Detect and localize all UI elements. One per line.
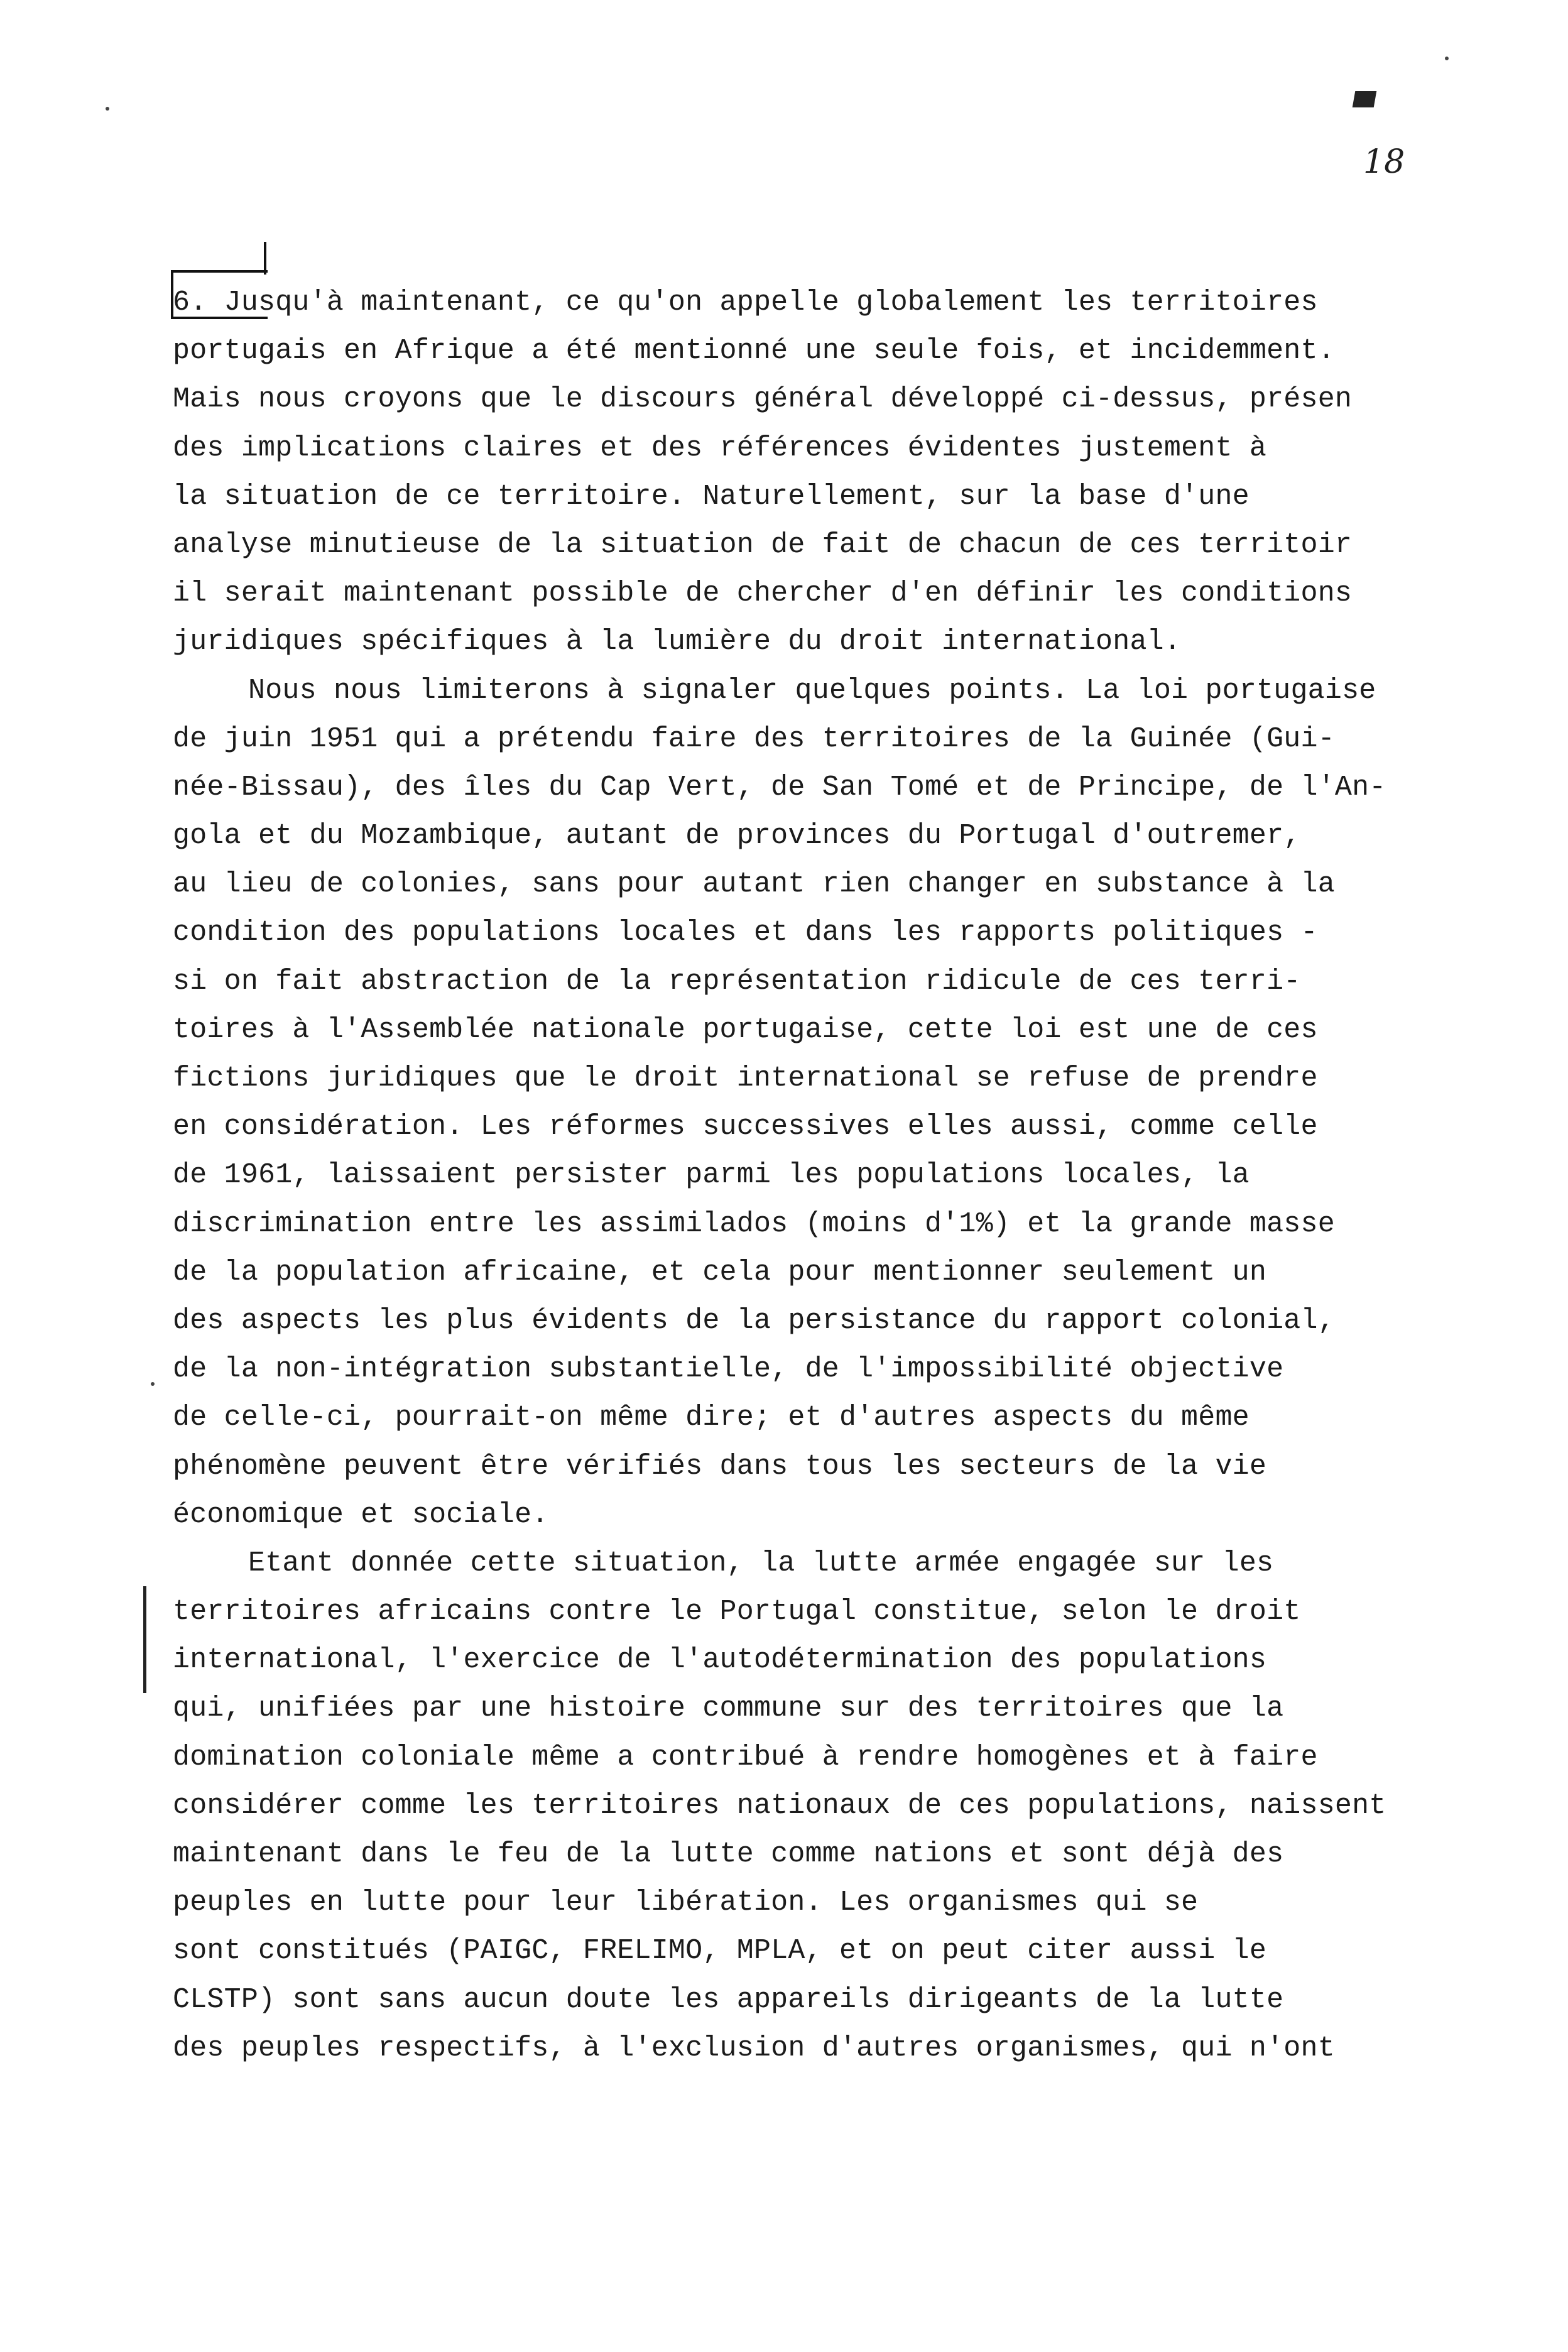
text-line: territoires africains contre le Portugal constitue, selon le droit — [173, 1596, 1301, 1628]
text-line: phénomène peuvent être vérifiés dans tous les secteurs de la vie — [173, 1450, 1267, 1483]
margin-annotation-bar — [143, 1586, 146, 1693]
text-line: de juin 1951 qui a prétendu faire des territoires de la Guinée (Gui- — [173, 722, 1335, 755]
text-line: fictions juridiques que le droit international se refuse de prendre — [173, 1062, 1318, 1094]
text-line: de 1961, laissaient persister parmi les populations locales, la — [173, 1159, 1250, 1192]
text-line: discrimination entre les assimilados (moins d'1%) et la grande masse — [173, 1207, 1335, 1240]
text-line: sont constitués (PAIGC, FRELIMO, MPLA, et on peut citer aussi le — [173, 1935, 1267, 1968]
text-line: en considération. Les réformes successives elles aussi, comme celle — [173, 1111, 1318, 1143]
text-line: née-Bissau), des îles du Cap Vert, de San Tomé et de Principe, de l'An- — [173, 771, 1386, 803]
text-line: international, l'exercice de l'autodétermination des populations — [173, 1644, 1267, 1677]
text-line: au lieu de colonies, sans pour autant rien changer en substance à la — [173, 868, 1335, 901]
text-line: peuples en lutte pour leur libération. Les organismes qui se — [173, 1886, 1199, 1919]
text-line: si on fait abstraction de la représentation ridicule de ces terri- — [173, 965, 1301, 998]
text-line: Etant donnée cette situation, la lutte armée engagée sur les — [248, 1547, 1274, 1579]
text-line: de la population africaine, et cela pour mentionner seulement un — [173, 1256, 1267, 1288]
text-line: de celle-ci, pourrait-on même dire; et d'autres aspects du même — [173, 1402, 1250, 1434]
text-line: Nous nous limiterons à signaler quelques points. La loi portugaise — [248, 674, 1376, 707]
text-line: CLSTP) sont sans aucun doute les appareils dirigeants de la lutte — [173, 1983, 1284, 2016]
text-line: analyse minutieuse de la situation de fait de chacun de ces territoir — [173, 528, 1353, 561]
text-line: des peuples respectifs, à l'exclusion d'autres organismes, qui n'ont — [173, 2032, 1335, 2064]
text-line: maintenant dans le feu de la lutte comme nations et sont déjà des — [173, 1838, 1284, 1870]
text-line: 6. Jusqu'à maintenant, ce qu'on appelle globalement les territoires — [173, 286, 1318, 318]
paragraph-armed-struggle — [173, 1539, 1542, 2072]
text-line: condition des populations locales et dans les rapports politiques - — [173, 917, 1318, 949]
ink-blot-mark — [1353, 91, 1377, 107]
speck-mark — [151, 1382, 155, 1386]
text-line: de la non-intégration substantielle, de l'impossibilité objective — [173, 1353, 1284, 1386]
paragraph-portuguese-law — [173, 667, 1542, 1539]
text-line: des implications claires et des références évidentes justement à — [173, 432, 1267, 464]
speck-mark — [106, 107, 109, 111]
speck-mark — [1445, 57, 1449, 60]
text-line: Mais nous croyons que le discours général développé ci-dessus, présen — [173, 383, 1353, 416]
text-line: portugais en Afrique a été mentionné une seule fois, et incidemment. — [173, 335, 1335, 368]
text-line: considérer comme les territoires nationaux de ces populations, naissent — [173, 1789, 1386, 1822]
text-line: qui, unifiées par une histoire commune sur des territoires que la — [173, 1692, 1284, 1725]
page-number: 18 — [1363, 143, 1405, 181]
text-line: il serait maintenant possible de chercher d'en définir les conditions — [173, 577, 1353, 610]
text-line: juridiques spécifiques à la lumière du droit international. — [173, 626, 1182, 658]
text-line: toires à l'Assemblée nationale portugaise, cette loi est une de ces — [173, 1013, 1318, 1046]
text-line: des aspects les plus évidents de la persistance du rapport colonial, — [173, 1304, 1335, 1337]
text-line: économique et sociale. — [173, 1498, 549, 1531]
text-line: la situation de ce territoire. Naturellement, sur la base d'une — [173, 480, 1250, 513]
paragraph-section-6-intro — [173, 278, 1542, 667]
text-line: gola et du Mozambique, autant de provinces du Portugal d'outremer, — [173, 820, 1301, 852]
typed-text-body — [173, 278, 1542, 2072]
text-line: domination coloniale même a contribué à rendre homogènes et à faire — [173, 1741, 1318, 1773]
